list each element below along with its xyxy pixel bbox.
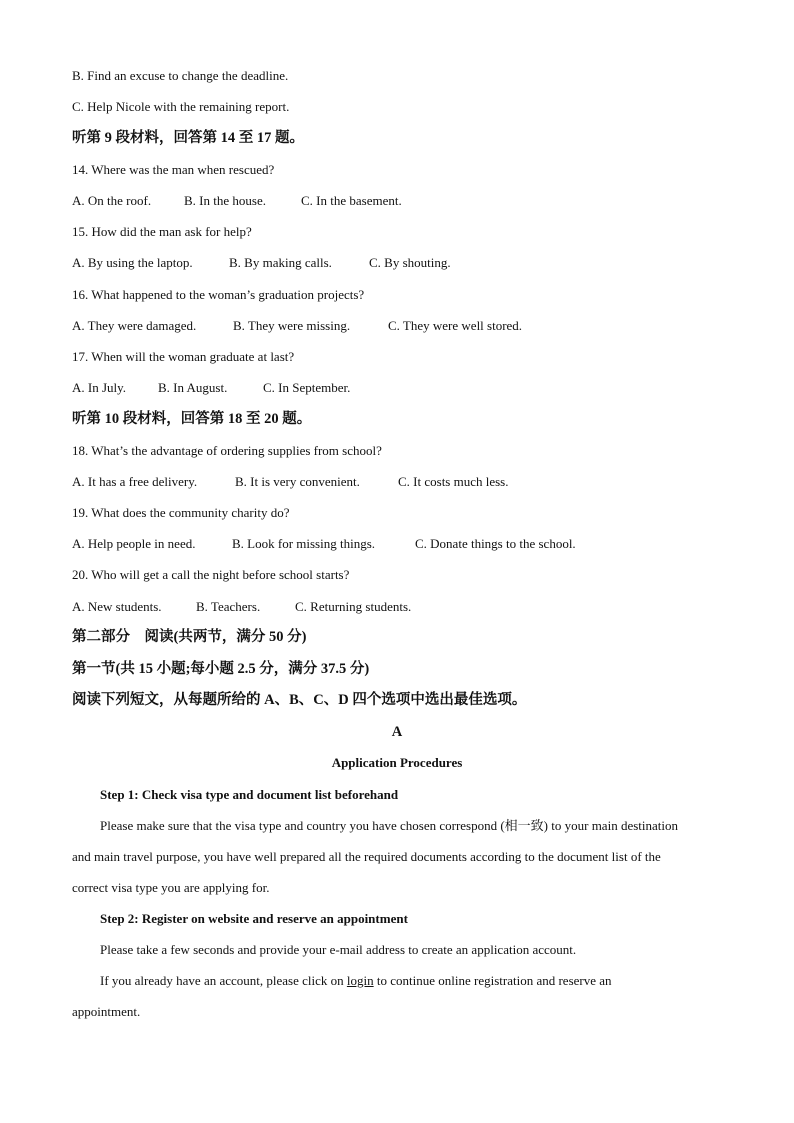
passage-letter: A <box>391 724 403 740</box>
question-19: 19. What does the community charity do? <box>72 505 290 520</box>
q17-option-c: C. In September. <box>263 380 351 395</box>
q18-option-b: B. It is very convenient. <box>235 474 360 489</box>
listening-section-9-heading: 听第 9 段材料，回答第 14 至 17 题。 <box>72 130 304 146</box>
step-2-title: Step 2: Register on website and reserve an appointment <box>100 911 408 926</box>
step-1-title: Step 1: Check visa type and document list beforehand <box>100 787 399 802</box>
question-19-options <box>72 536 576 552</box>
step-1-paragraph-line-1: Please make sure that the visa type and country you have chosen correspond (相一致) to your main destination <box>100 818 678 833</box>
step-1-paragraph-line-3: correct visa type you are applying for. <box>72 880 270 895</box>
q18-option-c: C. It costs much less. <box>398 474 509 489</box>
question-18-options <box>72 474 509 490</box>
q16-option-c: C. They were well stored. <box>388 318 523 333</box>
step-2-text-before-link: If you already have an account, please click on <box>100 973 347 988</box>
question-20: 20. Who will get a call the night before school starts? <box>72 567 350 582</box>
q16-option-b: B. They were missing. <box>233 318 351 333</box>
q20-option-c: C. Returning students. <box>295 599 412 614</box>
q15-option-a: A. By using the laptop. <box>72 255 193 270</box>
step-2-paragraph-line-1: Please take a few seconds and provide your e-mail address to create an application account. <box>100 942 577 957</box>
q13-option-c: C. Help Nicole with the remaining report. <box>72 99 290 114</box>
q15-option-c: C. By shouting. <box>369 255 451 270</box>
q15-option-b: B. By making calls. <box>229 255 332 270</box>
question-18: 18. What’s the advantage of ordering supplies from school? <box>72 443 382 458</box>
q19-option-a: A. Help people in need. <box>72 536 196 551</box>
q16-option-a: A. They were damaged. <box>72 318 197 333</box>
q17-option-b: B. In August. <box>158 380 228 395</box>
question-17: 17. When will the woman graduate at last? <box>72 349 295 364</box>
question-15: 15. How did the man ask for help? <box>72 224 252 239</box>
q18-option-a: A. It has a free delivery. <box>72 474 198 489</box>
step-2-paragraph-line-3: appointment. <box>72 1004 141 1019</box>
step-1-paragraph-line-2: and main travel purpose, you have well prepared all the required documents according to the document list of the <box>72 849 661 864</box>
question-16: 16. What happened to the woman’s graduation projects? <box>72 287 365 302</box>
login-link[interactable]: login <box>346 973 374 988</box>
q14-option-a: A. On the roof. <box>72 193 152 208</box>
reading-instruction: 阅读下列短文，从每题所给的 A、B、C、D 四个选项中选出最佳选项。 <box>72 692 527 708</box>
q13-option-b: B. Find an excuse to change the deadline. <box>72 68 289 83</box>
q20-option-b: B. Teachers. <box>196 599 261 614</box>
question-20-options <box>72 599 411 615</box>
listening-section-10-heading: 听第 10 段材料，回答第 18 至 20 题。 <box>72 411 312 427</box>
passage-title: Application Procedures <box>331 755 463 770</box>
q20-option-a: A. New students. <box>72 599 162 614</box>
q19-option-b: B. Look for missing things. <box>232 536 376 551</box>
q19-option-c: C. Donate things to the school. <box>415 536 576 551</box>
part-2-heading: 第二部分 阅读(共两节，满分 50 分) <box>72 629 307 645</box>
question-15-options <box>72 255 451 271</box>
section-1-heading: 第一节(共 15 小题;每小题 2.5 分，满分 37.5 分) <box>72 661 370 677</box>
step-2-text-after-link: to continue online registration and reserve an <box>373 973 612 988</box>
q14-option-c: C. In the basement. <box>301 193 402 208</box>
q14-option-b: B. In the house. <box>184 193 266 208</box>
question-14-options <box>72 193 402 209</box>
question-16-options <box>72 318 522 334</box>
step-2-paragraph-line-2 <box>100 973 612 989</box>
question-17-options <box>72 380 350 396</box>
question-14: 14. Where was the man when rescued? <box>72 162 275 177</box>
q17-option-a: A. In July. <box>72 380 127 395</box>
